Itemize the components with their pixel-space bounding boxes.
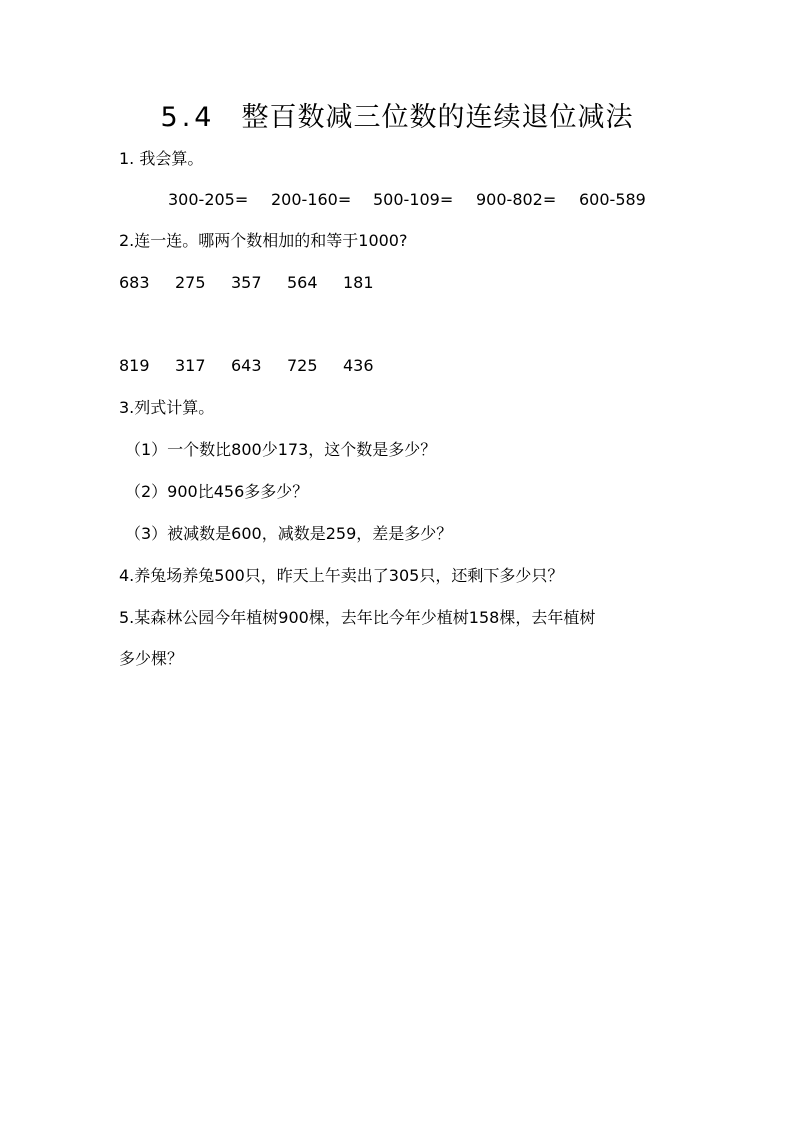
q2-top-number-4: 564 [287,273,318,292]
q5-line-2: 多少棵？ [119,649,184,668]
q1-expr-5: 600-589 [579,190,646,209]
q2-top-number-5: 181 [343,273,374,292]
q2-heading: 2.连一连。哪两个数相加的和等于1000? [119,231,408,250]
q1-expr-4: 900-802= [476,190,557,209]
page-title [0,98,794,138]
q2-top-number-2: 275 [175,273,206,292]
q2-top-number-3: 357 [231,273,262,292]
q3-item-3: （3）被减数是600，减数是259，差是多少？ [125,524,453,543]
q1-expr-2: 200-160= [271,190,352,209]
section-title: 整百数减三位数的连续退位减法 [241,102,634,133]
q1-heading: 1. 我会算。 [119,149,204,168]
q2-bottom-row [0,355,794,377]
q3-item-2: （2）900比456多多少？ [125,482,309,501]
q2-bottom-number-5: 436 [343,356,374,375]
q2-bottom-number-1: 819 [119,356,150,375]
q2-bottom-number-4: 725 [287,356,318,375]
q1-expr-1: 300-205= [168,190,249,209]
q4-text: 4.养兔场养兔500只，昨天上午卖出了305只，还剩下多少只？ [119,566,564,585]
q2-top-number-1: 683 [119,273,150,292]
q3-heading: 3.列式计算。 [119,398,215,417]
q3-item-1: （1）一个数比800少173，这个数是多少？ [125,440,437,459]
q5-line-1: 5.某森林公园今年植树900棵，去年比今年少植树158棵，去年植树 [119,608,596,627]
q2-bottom-number-2: 317 [175,356,206,375]
q2-top-row [0,272,794,294]
section-number: 5.4 [160,102,216,133]
q2-bottom-number-3: 643 [231,356,262,375]
q1-expressions [0,189,794,211]
q1-expr-3: 500-109= [373,190,454,209]
